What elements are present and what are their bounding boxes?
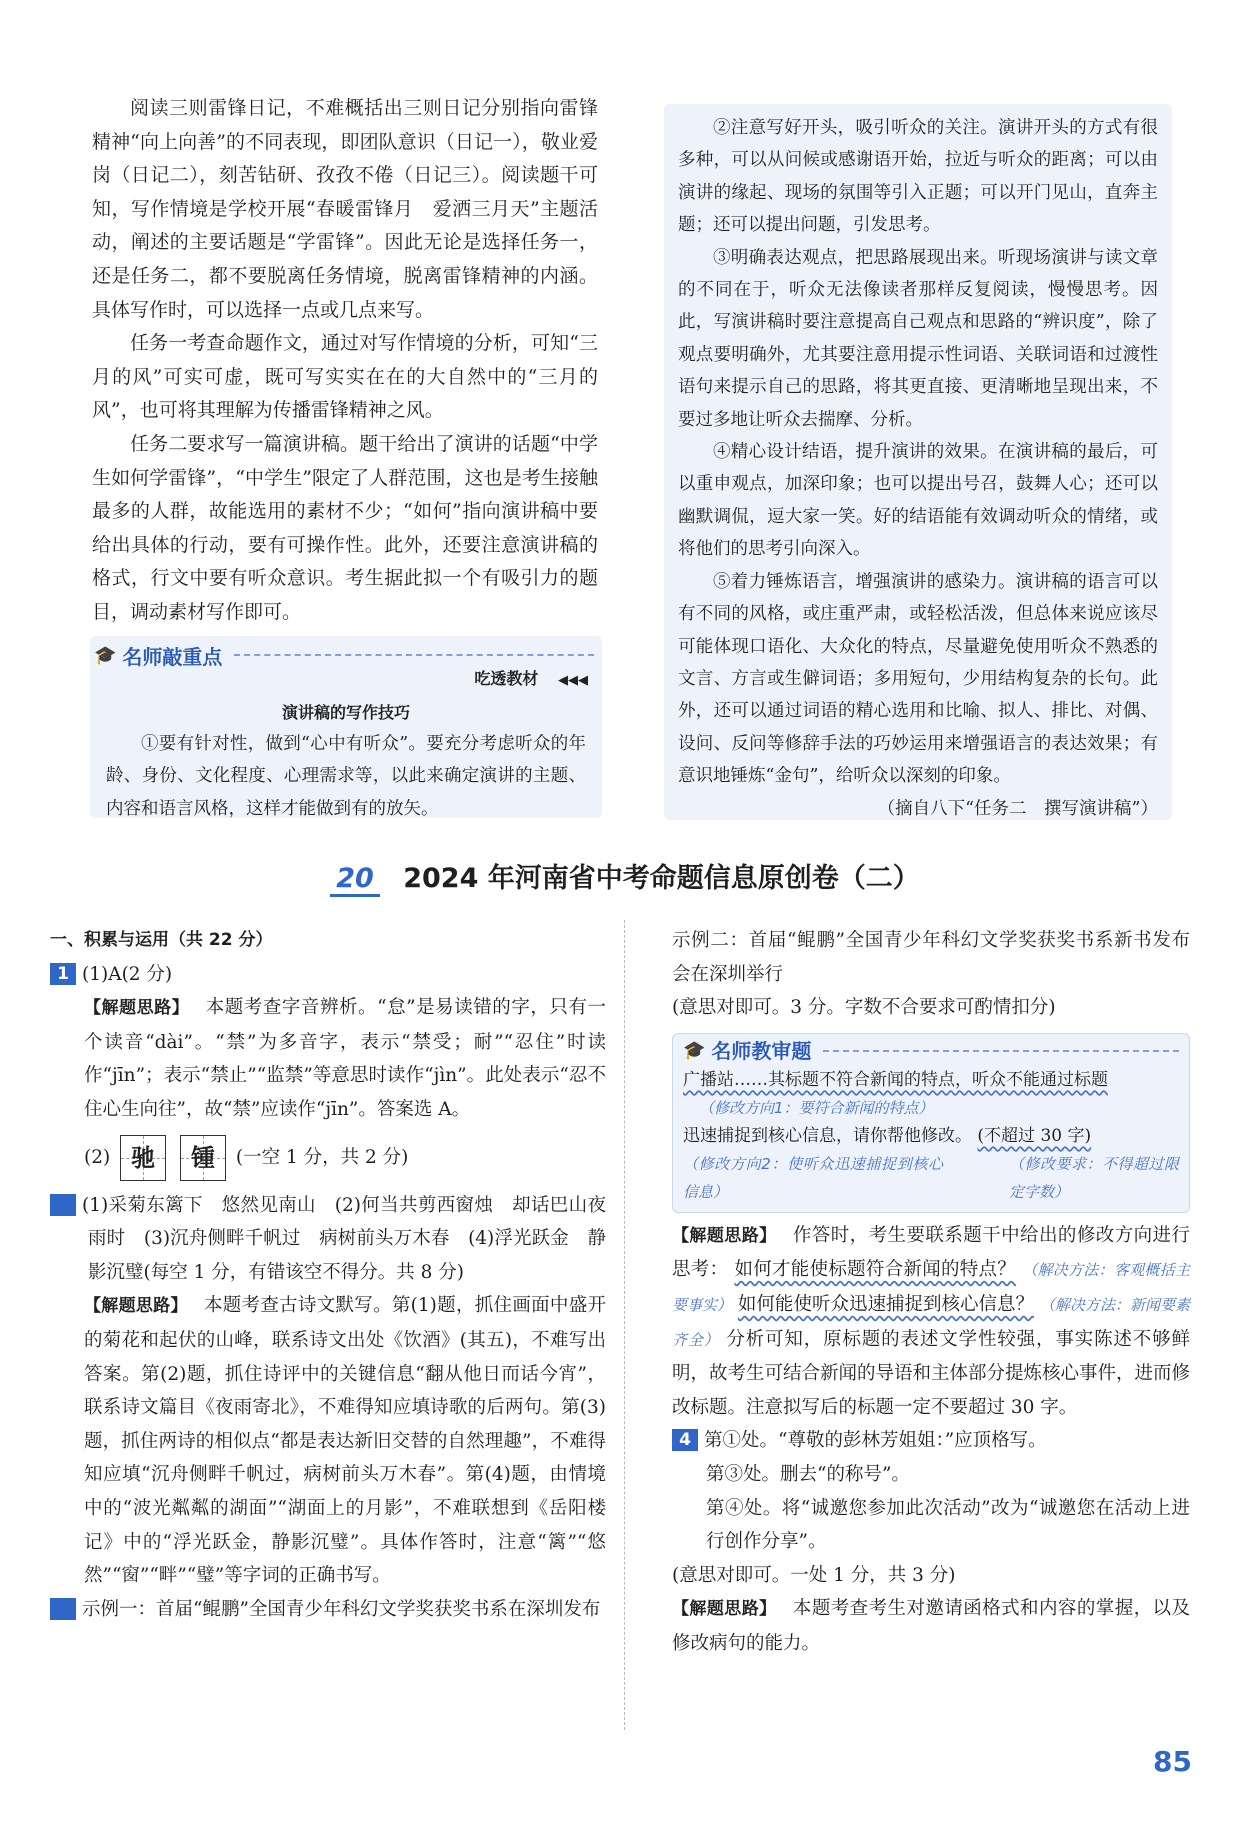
analysis-text: 作答时，考生要联系题干中给出的修改方向进行思考： [672,1224,1190,1281]
arrows-icon: ◀◀◀ [558,673,588,688]
source-note: （摘自八下“任务二 撰写演讲稿”） [877,798,1158,819]
column-divider [624,920,625,1730]
review-line [683,1122,1179,1150]
dashed-divider [234,654,594,656]
answer: 示例一：首届“鲲鹏”全国青少年科幻文学奖获奖书系在深圳发布 [82,1598,601,1620]
q4-score: (意思对即可。一处 1 分，共 3 分) [672,1564,956,1586]
question-number: 1 [50,963,76,985]
analysis [50,991,606,1126]
tip-paragraph: ④精心设计结语，提升演讲的效果。在演讲稿的最后，可以重申观点，加深印象；也可以提出号召，鼓舞人心；还可以幽默调侃，逗大家一笑。好的结语能有效调动听众的情绪，或将他们的思考引向深入。 [678,442,1158,560]
q3-score: (意思对即可。3 分。字数不合要求可酌情扣分) [672,997,1056,1019]
speech-tips-box [664,104,1172,820]
page-number: 85 [1153,1745,1192,1778]
handwritten-note: （修改方向1：要符合新闻的特点） [699,1098,934,1117]
character-box [120,1135,166,1181]
answer: (1)A(2 分) [82,963,173,985]
tip-text: ①要有针对性，做到“心中有听众”。要充分考虑听众的年龄、身份、文化程度、心理需求等，以此来确定演讲的主题、内容和语言风格，这样才能做到有的放矢。 [106,734,586,819]
underlined-question: 如何才能使标题符合新闻的特点？ [734,1259,1017,1281]
q3-analysis [672,1219,1190,1425]
analysis-label: 【解题思路】 [84,1296,188,1317]
analysis-text: 本题考查考生对邀请函格式和内容的掌握，以及修改病句的能力。 [672,1598,1190,1654]
character: 锺 [191,1142,215,1172]
handwritten-note: （解决方法：新闻要素齐全） [672,1295,1190,1349]
tip-subtitle: 演讲稿的写作技巧 [281,703,410,722]
tip-box-header [683,1036,1179,1066]
character-box [180,1135,226,1181]
q1-part2 [50,1135,606,1181]
left-answer-column [38,924,607,1626]
top-left-column [92,92,598,630]
underlined-question: 如何能使听众迅速捕捉到核心信息？ [737,1293,1035,1315]
analysis-text: 分析可知，原标题的表述文学性较强，事实陈述不够鲜明，故考生可结合新闻的导语和主体部分提炼核心事件，进而修改标题。注意拟写后的标题一定不要超过 30 字。 [672,1328,1191,1418]
analysis-text: 本题考查古诗文默写。第(1)题，抓住画面中盛开的菊花和起伏的山峰，联系诗文出处《饮酒》(其五)，不难写出答案。第(2)题，抓住诗评中的关键信息“翻从他日而话今宵”，联系诗文篇目《夜雨寄北》，不难得知应填诗歌的后两句。第(3)题，抓住两诗的相似点“都是表达新旧交替的自然理趣”，不难得知应填“沉舟侧畔千帆过，病树前头万木春”。第(4)题，由情境中的“波光粼粼的湖面”“湖面上的月影”，不难联想到《岳阳楼记》中的“浮光跃金，静影沉璧”。具体作答时，注意“篱”“悠然”“窗”“畔”“璧”等字词的正确书写。 [84,1295,607,1587]
q4-analysis [672,1592,1190,1660]
section-title-row [0,856,1250,895]
graduation-cap-icon: 🎓 [683,1039,706,1061]
score-note: (一空 1 分，共 2 分) [235,1146,409,1168]
question-1 [50,958,606,992]
paragraph: 任务一考查命题作文，通过对写作情境的分析，可知“三月的风”可实可虚，既可写实实在在的大自然中的“三月的风”，也可将其理解为传播雷锋精神之风。 [92,332,598,422]
part-prefix: (2) [84,1146,111,1168]
tip-box-title: 名师教审题 [711,1038,812,1063]
tip-paragraph: ③明确表达观点，把思路展现出来。听现场演讲与读文章的不同在于，听众无法像读者那样反复阅读，慢慢思考。因此，写演讲稿时要注意提高自己观点和思路的“辨识度”，除了观点要明确外，尤其要注意用提示性词语、关联词语和过渡性语句来提示自己的思路，将其更直接、更清晰地呈现出来，不要过多地让听众去揣摩、分析。 [678,247,1158,430]
answer-line: 第③处。删去“的称号”。 [706,1463,910,1485]
answer-line: 第④处。将“诚邀您参加此次活动”改为“诚邀您在活动上进行创作分享”。 [706,1497,1190,1553]
handwritten-notes-row [683,1150,1179,1206]
question-2 [38,1189,606,1290]
question-3 [38,1593,606,1627]
tip-box-key-points [90,636,602,818]
handwritten-note: （修改方向2：使听众迅速捕捉到核心信息） [683,1154,943,1201]
analysis-label: 【解题思路】 [672,1599,777,1620]
dashed-divider [823,1050,1179,1052]
analysis-label: 【解题思路】 [672,1225,777,1246]
q3-example-2: 示例二：首届“鲲鹏”全国青少年科幻文学奖获奖书系新书发布会在深圳举行 [672,930,1190,985]
question-number: 4 [672,1429,698,1451]
analysis [50,1289,606,1592]
review-text-underlined: (不超过 30 字) [977,1125,1092,1146]
tip-box-question-review [672,1033,1190,1213]
character: 驰 [131,1142,156,1172]
graduation-cap-icon: 🎓 [94,644,117,666]
answer: (1)采菊东篱下 悠然见南山 (2)何当共剪西窗烛 却话巴山夜雨时 (3)沉舟侧畔千帆过 病树前头万木春 (4)浮光跃金 静影沉璧(每空 1 分，有错该空不得分。共 8 分) [82,1194,606,1283]
question-4 [672,1424,1190,1458]
right-answer-column [672,924,1190,1661]
question-number: 2 [50,1194,76,1216]
handwritten-note: （修改要求：不得超过限定字数） [1009,1154,1179,1201]
handwritten-note: （解决方法：客观概括主要事实） [672,1261,1190,1314]
paragraph: 任务二要求写一篇演讲稿。题干给出了演讲的话题“中学生如何学雷锋”，“中学生”限定了人群范围，这也是考生接触最多的人群，故能选用的素材不少；“如何”指向演讲稿中要给出具体的行动，要有可操作性。此外，还要注意演讲稿的格式，行文中要有听众意识。考生据此拟一个有吸引力的题目，调动素材写作即可。 [92,432,598,623]
tip-paragraph: ②注意写好开头，吸引听众的关注。演讲开头的方式有很多种，可以从问候或感谢语开始，拉近与听众的距离；可以由演讲的缘起、现场的氛围等引入正题；可以开门见山，直奔主题；还可以提出问题，引发思考。 [678,118,1158,236]
review-line: 广播站……其标题不符合新闻的特点，听众不能通过标题 [683,1069,1108,1090]
analysis-label: 【解题思路】 [84,998,190,1019]
part-heading: 一、积累与运用（共 22 分） [50,930,273,950]
section-number: 20 [330,863,380,897]
tag-row [474,666,588,689]
review-text: 迅速捕捉到核心信息，请你帮他修改。 [683,1125,972,1146]
tip-box-header [90,636,602,670]
tip-paragraph: ⑤着力锤炼语言，增强演讲的感染力。演讲稿的语言可以有不同的风格，或庄重严肃，或轻松活泼，但总体来说应该尽可能体现口语化、大众化的特点，尽量避免使用听众不熟悉的文言、方言或生僻词语；多用短句，少用结构复杂的长句。此外，还可以通过词语的精心选用和比喻、拟人、排比、对偶、设问、反问等修辞手法的巧妙运用来增强语言的表达效果；有意识地锤炼“金句”，给听众以深刻的印象。 [678,571,1158,787]
paragraph: 阅读三则雷锋日记，不难概括出三则日记分别指向雷锋精神“向上向善”的不同表现，即团队意识（日记一），敬业爱岗（日记二），刻苦钻研、孜孜不倦（日记三）。阅读题干可知，写作情境是学校开展“春暖雷锋月 爱洒三月天”主题活动，阐述的主要话题是“学雷锋”。因此无论是选择任务一，还是任务二，都不要脱离任务情境，脱离雷锋精神的内涵。具体写作时，可以选择一点或几点来写。 [92,97,598,321]
analysis-text: 本题考查字音辨析。“怠”是易读错的字，只有一个读音“dài”。“禁”为多音字，表示“禁受；耐”“忍住”时读作“jīn”；表示“禁止”“监禁”等意思时读作“jìn”。此处表示“忍不住心生向往”，故“禁”应读作“jīn”。答案选 A。 [84,997,607,1120]
section-title: 2024 年河南省中考命题信息原创卷（二） [403,863,920,894]
question-number: 3 [50,1598,76,1620]
tip-box-title: 名师敲重点 [122,644,223,669]
answer-line: 第①处。“尊敬的彭林芳姐姐：”应顶格写。 [704,1430,1047,1452]
tip-tag: 吃透教材 [474,669,539,688]
